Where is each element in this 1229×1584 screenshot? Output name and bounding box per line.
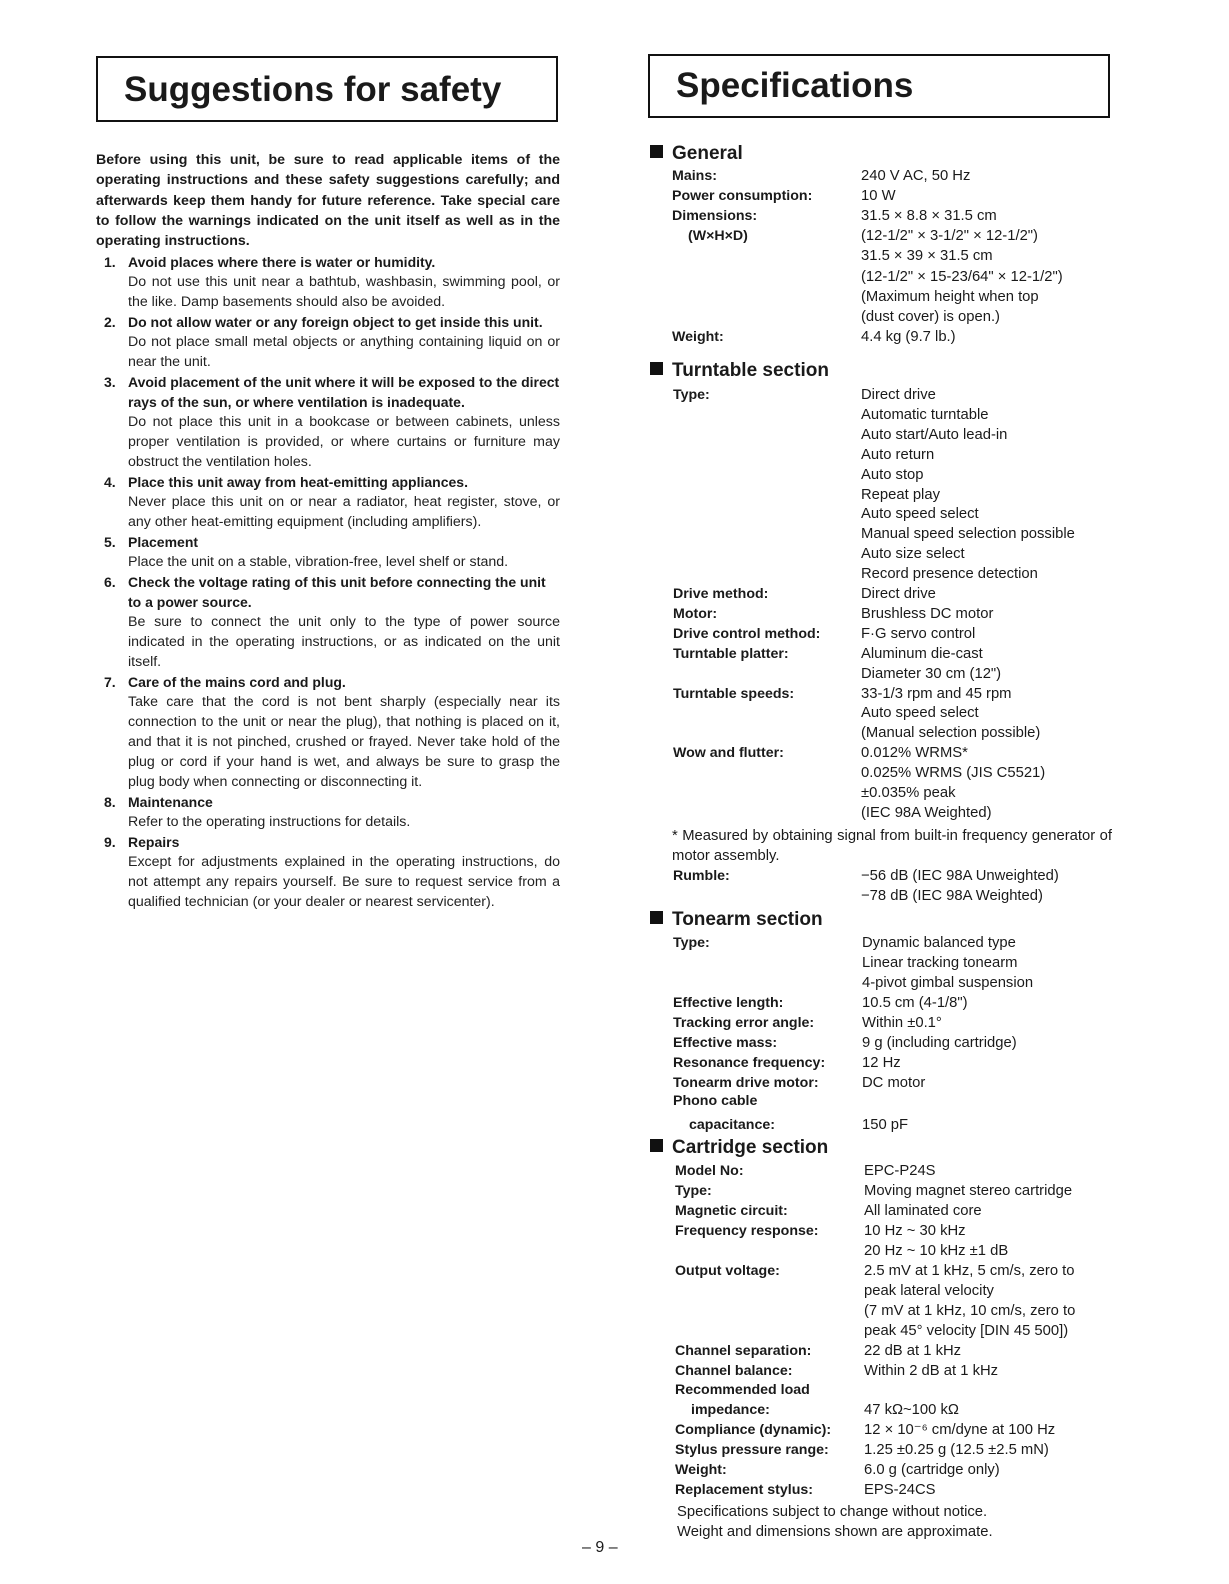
spec-value: 12 × 10⁻⁶ cm/dyne at 100 Hz (864, 1422, 1056, 1439)
item-heading: Care of the mains cord and plug. (128, 674, 346, 690)
item-body: Take care that the cord is not bent sharply (especially near its connection to the unit or near the plug), that nothing is placed on it, and that it is not pinched, crushed or frayed. Never take hold of the plug or cord if your hand is wet, and always be sure to grasp the plug body when connecting or disconnecting it. (128, 694, 560, 790)
spec-value: Auto stop (861, 466, 924, 483)
spec-label: Compliance (dynamic): (675, 1422, 832, 1439)
item-number: 2. (104, 314, 116, 330)
spec-label: Type: (673, 387, 710, 403)
spec-value: 31.5 × 8.8 × 31.5 cm (861, 208, 997, 225)
spec-value: Within ±0.1° (862, 1015, 942, 1031)
section-heading-text: Turntable section (672, 360, 829, 381)
spec-value: 4-pivot gimbal suspension (862, 975, 1034, 991)
spec-value: Linear tracking tonearm (862, 955, 1018, 971)
spec-value: (Maximum height when top (861, 288, 1039, 305)
specifications-title: Specifications (676, 66, 914, 105)
item-number: 5. (104, 534, 116, 550)
square-bullet-icon (650, 911, 663, 924)
spec-value: Auto size select (861, 546, 965, 563)
spec-label: (W×H×D) (688, 228, 748, 245)
spec-value: Diameter 30 cm (12") (861, 665, 1002, 682)
spec-value: Direct drive (861, 586, 936, 602)
item-heading: Placement (128, 534, 199, 550)
item-heading: Check the voltage rating of this unit before connecting the unit to a power source. (128, 574, 546, 610)
item-number: 3. (104, 374, 116, 390)
spec-value: (IEC 98A Weighted) (861, 804, 992, 821)
spec-value: F·G servo control (861, 625, 976, 642)
spec-value: Record presence detection (861, 566, 1038, 583)
square-bullet-icon (650, 1139, 663, 1152)
spec-value: Automatic turntable (861, 406, 989, 423)
section-heading-text: General (672, 143, 743, 164)
item-body: Do not use this unit near a bathtub, washbasin, swimming pool, or the like. Damp basements should also be avoided. (128, 274, 560, 310)
item-heading: Avoid places where there is water or humidity. (128, 254, 436, 270)
section-heading-cartridge (650, 1136, 828, 1160)
spec-value: −56 dB (IEC 98A Unweighted) (861, 868, 1059, 884)
spec-label: Dimensions: (672, 208, 758, 225)
spec-value: (12-1/2" × 3-1/2" × 12-1/2") (861, 228, 1038, 245)
spec-label: Power consumption: (672, 188, 813, 205)
spec-value: Auto speed select (861, 705, 979, 722)
safety-item (104, 792, 560, 832)
section-heading-turntable (650, 359, 829, 383)
spec-label: Rumble: (673, 868, 730, 884)
section-heading-text: Cartridge section (672, 1137, 829, 1158)
item-body: Refer to the operating instructions for details. (128, 814, 411, 830)
spec-value: Within 2 dB at 1 kHz (864, 1362, 999, 1379)
spec-value: (12-1/2" × 15-23/64" × 12-1/2") (861, 268, 1063, 285)
spec-value: EPC-P24S (864, 1163, 936, 1179)
spec-label: Type: (675, 1182, 712, 1199)
spec-label: Turntable speeds: (673, 685, 795, 702)
spec-label: Type: (673, 935, 710, 951)
spec-value: 10.5 cm (4-1/8") (862, 995, 968, 1011)
item-number: 6. (104, 574, 116, 590)
spec-label: Magnetic circuit: (675, 1202, 788, 1219)
safety-item (104, 572, 560, 672)
spec-value: Auto start/Auto lead-in (861, 426, 1008, 443)
safety-item (104, 832, 560, 912)
section-heading-general (650, 142, 743, 166)
spec-label: Resonance frequency: (673, 1055, 826, 1071)
item-number: 1. (104, 254, 116, 270)
spec-value: 10 Hz ~ 30 kHz (864, 1222, 966, 1239)
spec-value: 22 dB at 1 kHz (864, 1342, 962, 1359)
page-number: – 9 – (582, 1539, 618, 1556)
spec-value: Direct drive (861, 387, 936, 403)
spec-label: Channel separation: (675, 1342, 812, 1359)
spec-label: Drive control method: (673, 625, 821, 642)
spec-label: Replacement stylus: (675, 1482, 813, 1499)
spec-footer-line: Specifications subject to change without notice. (677, 1504, 988, 1520)
spec-label: Turntable platter: (673, 645, 789, 662)
spec-value: All laminated core (864, 1202, 982, 1219)
item-number: 7. (104, 674, 116, 690)
spec-value: Auto speed select (861, 506, 979, 523)
spec-label: Model No: (675, 1163, 744, 1179)
spec-label: capacitance: (689, 1117, 775, 1133)
spec-label: Phono cable (673, 1093, 758, 1109)
spec-value: 20 Hz ~ 10 kHz ±1 dB (864, 1242, 1009, 1259)
spec-value: DC motor (862, 1075, 926, 1091)
item-number: 4. (104, 474, 116, 490)
item-heading: Maintenance (128, 794, 213, 810)
spec-value: Moving magnet stereo cartridge (864, 1182, 1073, 1199)
item-number: 9. (104, 834, 116, 850)
safety-intro: Before using this unit, be sure to read applicable items of the operating instructions and these safety suggestions carefully; and afterwards keep them handy for future reference. Take special care to follow the warnings indicated on the unit itself as well as in the operating instructions. (96, 152, 560, 250)
item-heading: Avoid placement of the unit where it will be exposed to the direct rays of the sun, or where ventilation is inadequate. (128, 374, 560, 410)
spec-value: 0.025% WRMS (JIS C5521) (861, 765, 1046, 782)
safety-item (104, 252, 560, 312)
spec-value: 12 Hz (862, 1055, 901, 1071)
section-heading-tonearm (650, 908, 823, 932)
safety-item (104, 372, 560, 472)
spec-label: Frequency response: (675, 1222, 819, 1239)
spec-value: 33-1/3 rpm and 45 rpm (861, 685, 1012, 702)
spec-value: Manual speed selection possible (861, 526, 1075, 543)
spec-label: Mains: (672, 168, 717, 184)
item-body: Do not place small metal objects or anything containing liquid on or near the unit. (128, 334, 560, 370)
spec-label: Stylus pressure range: (675, 1442, 829, 1459)
spec-value: Repeat play (861, 486, 940, 503)
spec-value: 9 g (including cartridge) (862, 1035, 1017, 1051)
spec-value: Brushless DC motor (861, 605, 994, 622)
spec-label: Output voltage: (675, 1262, 780, 1279)
spec-value: Auto return (861, 446, 935, 463)
spec-value: (Manual selection possible) (861, 725, 1041, 742)
wow-flutter-footnote: * Measured by obtaining signal from built-in frequency generator of motor assembly. (672, 828, 1112, 864)
item-body: Except for adjustments explained in the operating instructions, do not attempt any repairs yourself. Be sure to request service from a qualified technician (or your dealer or nearest servicenter). (128, 854, 560, 910)
item-number: 8. (104, 794, 116, 810)
spec-value: (7 mV at 1 kHz, 10 cm/s, zero to (864, 1302, 1076, 1319)
spec-value: ±0.035% peak (861, 785, 956, 801)
spec-value: 6.0 g (cartridge only) (864, 1462, 1000, 1479)
safety-title-box (96, 56, 558, 122)
item-body: Be sure to connect the unit only to the type of power source indicated in the operating instructions, or as indicated on the unit itself. (128, 614, 560, 670)
spec-label: Wow and flutter: (673, 745, 784, 762)
section-heading-text: Tonearm section (672, 909, 823, 930)
spec-label: Effective length: (673, 995, 784, 1011)
spec-label: impedance: (691, 1402, 770, 1419)
spec-label: Weight: (672, 328, 724, 345)
safety-list (104, 252, 560, 912)
spec-value: 31.5 × 39 × 31.5 cm (861, 248, 993, 265)
spec-label: Drive method: (673, 586, 769, 602)
square-bullet-icon (650, 145, 663, 158)
spec-footer-line: Weight and dimensions shown are approximate. (677, 1524, 993, 1540)
spec-value: −78 dB (IEC 98A Weighted) (861, 888, 1043, 904)
spec-label: Effective mass: (673, 1035, 778, 1051)
spec-value: 150 pF (862, 1117, 909, 1133)
spec-value: 0.012% WRMS* (861, 745, 968, 762)
spec-value: 4.4 kg (9.7 lb.) (861, 328, 956, 345)
spec-value: EPS-24CS (864, 1482, 936, 1499)
safety-item (104, 672, 560, 792)
spec-label: Weight: (675, 1462, 727, 1479)
item-body: Do not place this unit in a bookcase or between cabinets, unless proper ventilation is provided, or where curtains or furniture may obstruct the ventilation holes. (128, 414, 560, 470)
spec-label: Tonearm drive motor: (673, 1075, 819, 1091)
square-bullet-icon (650, 362, 663, 375)
spec-value: 47 kΩ~100 kΩ (864, 1402, 959, 1419)
item-body: Place the unit on a stable, vibration-free, level shelf or stand. (128, 554, 509, 570)
safety-item (104, 532, 560, 572)
spec-label: Channel balance: (675, 1362, 793, 1379)
spec-value: 10 W (861, 188, 896, 205)
spec-label: Motor: (673, 605, 718, 622)
spec-value: (dust cover) is open.) (861, 308, 1000, 325)
spec-value: 2.5 mV at 1 kHz, 5 cm/s, zero to (864, 1262, 1075, 1279)
specifications-title-box (648, 54, 1110, 118)
item-heading: Repairs (128, 834, 180, 850)
item-body: Never place this unit on or near a radiator, heat register, stove, or any other heat-emitting equipment (including amplifiers). (128, 494, 560, 530)
item-heading: Do not allow water or any foreign object to get inside this unit. (128, 314, 543, 330)
item-heading: Place this unit away from heat-emitting appliances. (128, 474, 468, 490)
spec-value: 1.25 ±0.25 g (12.5 ±2.5 mN) (864, 1442, 1049, 1459)
spec-value: peak 45° velocity [DIN 45 500]) (864, 1322, 1069, 1339)
safety-item (104, 312, 560, 372)
spec-label: Recommended load (675, 1382, 810, 1399)
spec-value: Dynamic balanced type (862, 935, 1016, 951)
spec-value: peak lateral velocity (864, 1282, 994, 1299)
safety-item (104, 472, 560, 532)
spec-value: Aluminum die-cast (861, 645, 983, 662)
spec-label: Tracking error angle: (673, 1015, 815, 1031)
spec-value: 240 V AC, 50 Hz (861, 168, 971, 184)
safety-title: Suggestions for safety (124, 70, 502, 109)
